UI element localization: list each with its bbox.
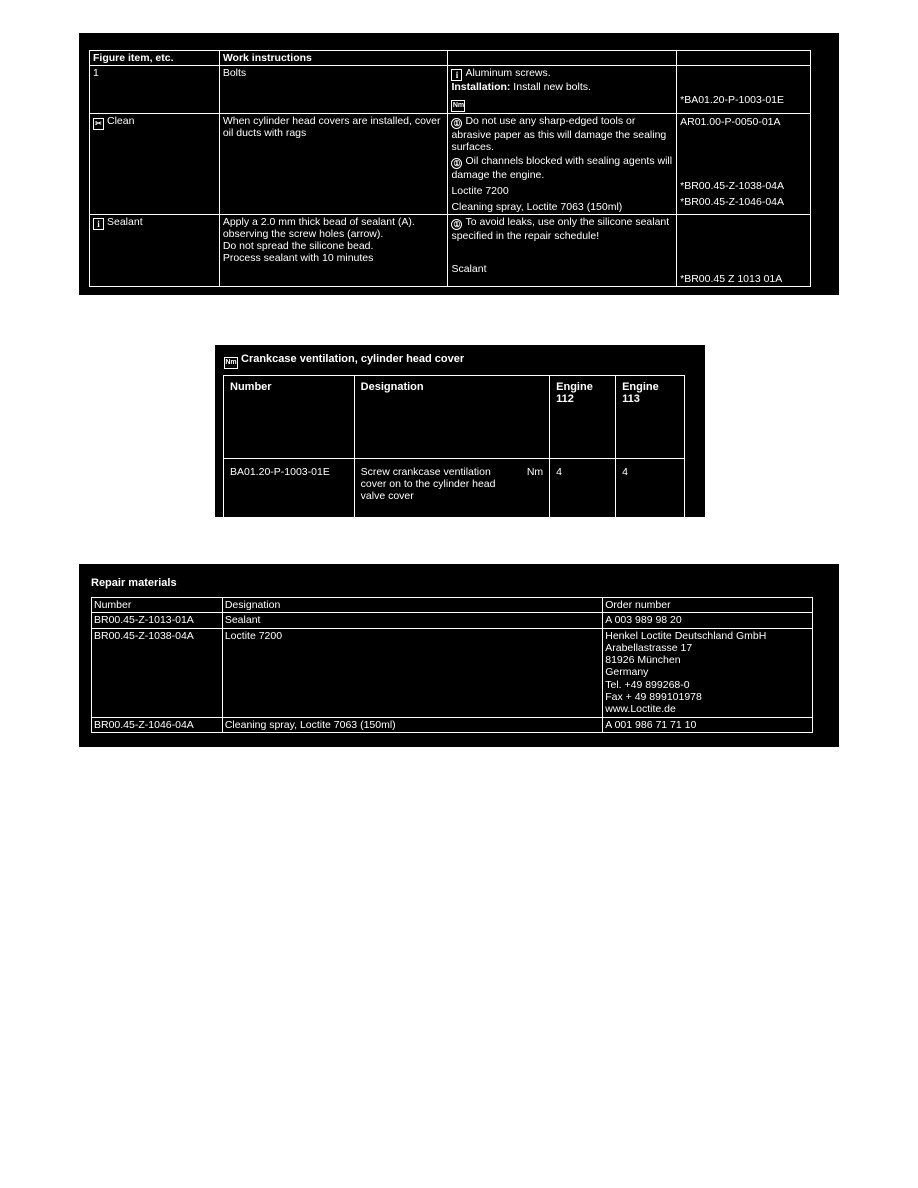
sealant-material: Scalant [451, 263, 487, 275]
work-table-header-row [90, 51, 811, 66]
table-row [90, 215, 811, 287]
address-line: Tel. +49 899268-0 [605, 678, 690, 691]
cleaning-icon: ✂ [93, 118, 104, 130]
header-blank-3 [448, 51, 677, 66]
material-designation: Cleaning spray, Loctite 7063 (150ml) [222, 717, 602, 732]
table-row [90, 114, 811, 215]
torque-table [223, 375, 685, 530]
repair-materials-table [91, 597, 813, 733]
torque-header-designation: Designation [354, 376, 550, 459]
warning-icon: ① [453, 159, 461, 168]
bolts-note-2: Install new bolts. [510, 81, 591, 93]
clean-material-1: Loctite 7200 [451, 185, 509, 197]
torque-header-engine-112: Engine 112 [550, 376, 616, 459]
torque-title: Crankcase ventilation, cylinder head cover [241, 353, 465, 365]
torque-number[interactable]: BA01.20-P-1003-01E [224, 459, 355, 530]
sealant-item-cell [90, 215, 220, 287]
address-line: Germany [605, 666, 649, 679]
clean-ref-cell [677, 114, 811, 215]
bolts-item: 1 [90, 66, 220, 114]
sealant-ref-cell [677, 215, 811, 287]
header-figure-item: Figure item, etc. [90, 51, 220, 66]
bolts-ref[interactable]: *BA01.20-P-1003-01E [680, 94, 785, 106]
torque-header-row [224, 376, 685, 459]
torque-title-wrap [224, 353, 464, 369]
sealant-instruction [219, 215, 448, 287]
bolts-notes [448, 66, 677, 114]
sealant-notes [448, 215, 677, 287]
clean-item: Clean [107, 115, 135, 127]
website-link[interactable]: www.Loctite.de [605, 703, 676, 716]
bolts-note-1: Aluminum screws. [465, 67, 551, 79]
materials-header-order: Order number [603, 598, 813, 613]
repair-materials-panel [79, 564, 839, 747]
bolts-instruction: Bolts [219, 66, 448, 114]
torque-nm-icon: Nm [224, 357, 238, 369]
torque-nm-icon: Nm [451, 100, 465, 112]
address-line: Fax + 49 899101978 [605, 691, 702, 704]
clean-material-1-ref[interactable]: *BR00.45-Z-1038-04A [680, 180, 785, 192]
torque-header-number: Number [224, 376, 355, 459]
materials-header-designation: Designation [222, 598, 602, 613]
material-order: A 003 989 98 20 [603, 613, 813, 628]
clean-warning-2: Oil channels blocked with sealing agents will damage the engine. [451, 155, 673, 181]
table-row [90, 66, 811, 114]
header-blank-4 [677, 51, 811, 66]
materials-header-number: Number [92, 598, 223, 613]
material-number[interactable]: BR00.45-Z-1038-04A [92, 628, 223, 717]
material-designation: Loctite 7200 [222, 628, 602, 717]
material-number[interactable]: BR00.45-Z-1013-01A [92, 613, 223, 628]
info-icon: i [451, 69, 462, 81]
bolts-ref-cell [677, 66, 811, 114]
work-instructions-table [89, 50, 811, 287]
sealant-instruction-3: Process sealant with 10 minutes [222, 252, 374, 264]
header-work-instructions: Work instructions [219, 51, 448, 66]
torque-designation-cell [354, 459, 550, 530]
material-number[interactable]: BR00.45-Z-1046-04A [92, 717, 223, 732]
installation-label: Installation: [451, 81, 511, 93]
torque-designation: Screw crankcase ventilation cover on to the cylinder head valve cover [360, 466, 496, 502]
work-instructions-panel [79, 33, 839, 295]
sealant-warning: To avoid leaks, use only the silicone sealant specified in the repair schedule! [451, 216, 670, 242]
table-row [224, 459, 685, 530]
torque-engine-113: 4 [616, 459, 685, 530]
material-designation: Sealant [222, 613, 602, 628]
clean-item-cell [90, 114, 220, 215]
torque-panel [215, 345, 705, 517]
warning-icon: ① [453, 119, 461, 128]
torque-header-engine-113: Engine 113 [616, 376, 685, 459]
torque-engine-112: 4 [550, 459, 616, 530]
clean-warning-1: Do not use any sharp-edged tools or abrasive paper as this will damage the sealing surfaces. [451, 115, 667, 153]
clean-warning-ref[interactable]: AR01.00-P-0050-01A [680, 116, 781, 128]
address-line: 81926 München [605, 654, 681, 667]
address-line: Arabellastrasse 17 [605, 641, 693, 654]
material-order-address [603, 628, 813, 717]
clean-instruction: When cylinder head covers are installed, cover oil ducts with rags [219, 114, 448, 215]
material-order: A 001 986 71 71 10 [603, 717, 813, 732]
info-icon: i [93, 218, 104, 230]
clean-notes [448, 114, 677, 215]
table-row [92, 717, 813, 732]
sealant-material-ref[interactable]: *BR00.45 Z 1013 01A [680, 273, 783, 285]
materials-header-row [92, 598, 813, 613]
sealant-instruction-1: Apply a 2.0 mm thick bead of sealant (A). observing the screw holes (arrow). [222, 216, 415, 240]
clean-material-2: Cleaning spray, Loctite 7063 (150ml) [451, 201, 623, 213]
torque-unit: Nm [526, 466, 544, 478]
clean-material-2-ref[interactable]: *BR00.45-Z-1046-04A [680, 196, 785, 208]
repair-materials-title: Repair materials [91, 577, 177, 589]
sealant-item: Sealant [107, 216, 143, 228]
table-row [92, 628, 813, 717]
sealant-instruction-2: Do not spread the silicone bead. [222, 240, 374, 252]
address-line: Henkel Loctite Deutschland GmbH [605, 629, 767, 642]
warning-icon: ① [453, 220, 461, 229]
table-row [92, 613, 813, 628]
